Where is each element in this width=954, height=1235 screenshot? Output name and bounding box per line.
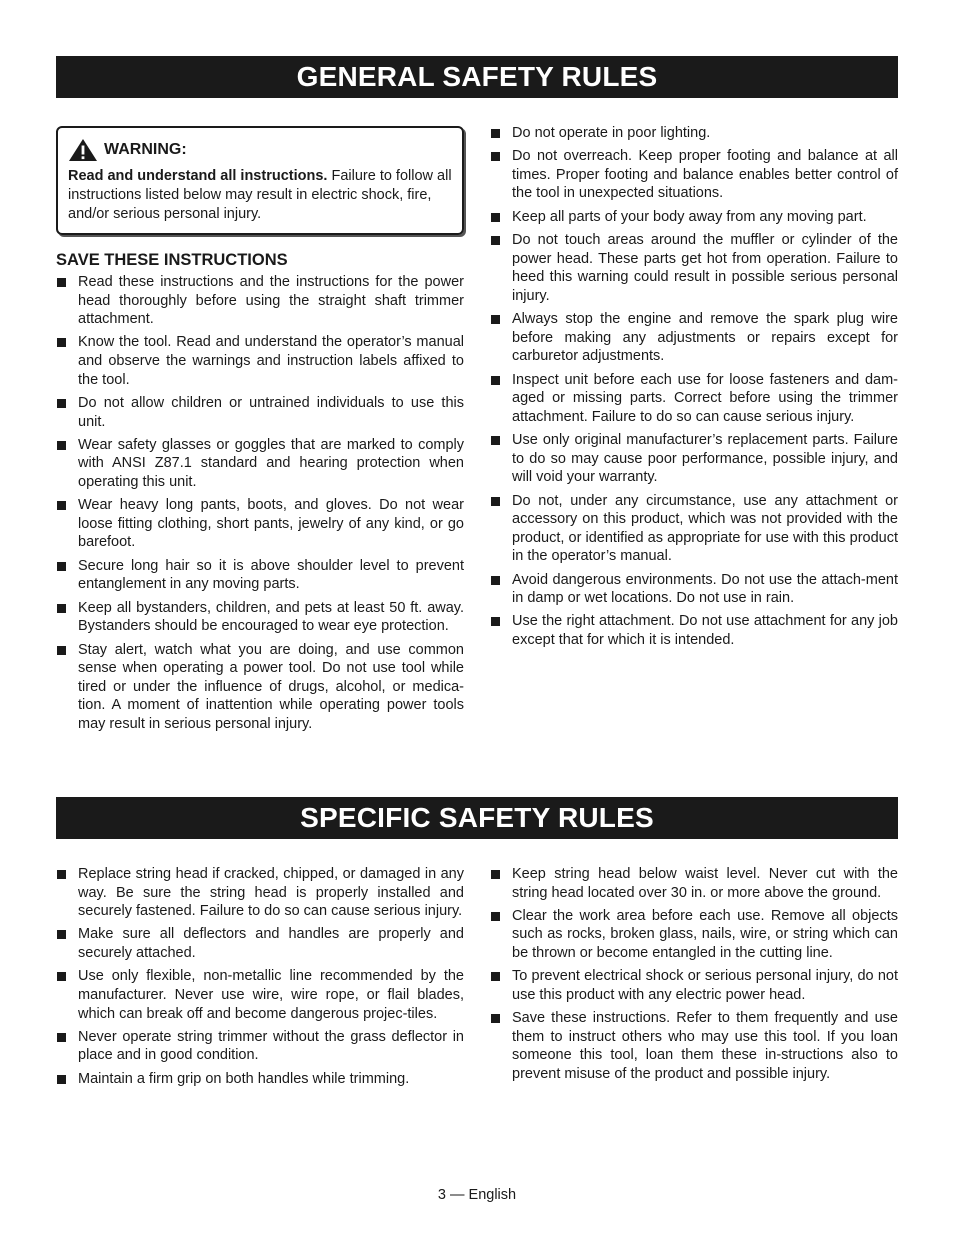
list-item: Avoid dangerous environments. Do not use the attach-ment in damp or wet locations. Do not use in rain. [490, 571, 898, 608]
list-item: Save these instructions. Refer to them frequently and use them to instruct others who may use this tool. If you loan someone this tool, loan them these in-structions also to prevent misuse of the product and possible injury. [490, 1009, 898, 1083]
specific-left-column [56, 865, 464, 1093]
list-item: Keep string head below waist level. Never cut with the string head located over 30 in. or more above the ground. [490, 865, 898, 902]
list-item: Do not, under any circumstance, use any attachment or accessory on this product, which was not provided with the product, or identified as appropriate for use with this product in the operator’s manual. [490, 492, 898, 566]
specific-safety-rules-banner: SPECIFIC SAFETY RULES [56, 797, 898, 839]
specific-right-list [490, 865, 898, 1084]
list-item: Wear safety glasses or goggles that are marked to comply with ANSI Z87.1 standard and hearing protection when operating this unit. [56, 436, 464, 492]
save-instructions-heading: SAVE THESE INSTRUCTIONS [56, 251, 288, 269]
list-item: Maintain a firm grip on both handles while trimming. [56, 1070, 464, 1089]
warning-text [68, 167, 452, 224]
list-item: Do not touch areas around the muffler or cylinder of the power head. These parts get hot from operation. Failure to heed this warning could result in possible serious personal injury. [490, 231, 898, 305]
list-item: Keep all bystanders, children, and pets at least 50 ft. away. Bystanders should be encouraged to wear eye protection. [56, 599, 464, 636]
list-item: Always stop the engine and remove the spark plug wire before making any adjustments or repairs except for carburetor adjustments. [490, 310, 898, 366]
list-item: Use only original manufacturer’s replacement parts. Failure to do so may cause poor performance, possible injury, and will void your warranty. [490, 431, 898, 487]
list-item: Clear the work area before each use. Remove all objects such as rocks, broken glass, nails, wire, or string which can be thrown or become entangled in the cutting line. [490, 907, 898, 963]
list-item: Do not overreach. Keep proper footing and balance at all times. Proper footing and balance enables better control of the tool in unexpected situations. [490, 147, 898, 203]
list-item: Inspect unit before each use for loose fasteners and dam-aged or missing parts. Correct before using the trimmer attachment. Failure to do so can cause serious injury. [490, 371, 898, 427]
list-item: Do not operate in poor lighting. [490, 124, 898, 143]
list-item: Do not allow children or untrained individuals to use this unit. [56, 394, 464, 431]
list-item: Never operate string trimmer without the grass deflector in place and in good condition. [56, 1028, 464, 1065]
warning-body: Failure to follow all instructions listed below may result in electric shock, fire, and/or serious personal injury. [68, 168, 452, 222]
warning-label: WARNING: [104, 141, 187, 158]
warning-box [56, 126, 464, 235]
list-item: Read these instructions and the instructions for the power head thoroughly before using the straight shaft trimmer attachment. [56, 273, 464, 329]
list-item: Secure long hair so it is above shoulder level to prevent entanglement in any moving parts. [56, 557, 464, 594]
list-item: Wear heavy long pants, boots, and gloves. Do not wear loose fitting clothing, short pants, jewelry of any kind, or go barefoot. [56, 496, 464, 552]
list-item: Stay alert, watch what you are doing, and use common sense when operating a power tool. Do not use tool while tired or under the influence of drugs, alcohol, or medica-tion. A moment of inattention while operating power tools may result in serious personal injury. [56, 641, 464, 734]
list-item: Use only flexible, non-metallic line recommended by the manufacturer. Never use wire, wire rope, or flail blades, which can break off and become dangerous projec-tiles. [56, 967, 464, 1023]
page-footer: 3 — English [437, 1187, 517, 1203]
list-item: Keep all parts of your body away from any moving part. [490, 208, 898, 227]
warning-triangle-icon [68, 138, 98, 162]
list-item: Use the right attachment. Do not use attachment for any job except that for which it is intended. [490, 612, 898, 649]
specific-left-list [56, 865, 464, 1088]
list-item: Replace string head if cracked, chipped, or damaged in any way. Be sure the string head is properly installed and securely fastened. Failure to do so can cause serious injury. [56, 865, 464, 921]
list-item: To prevent electrical shock or serious personal injury, do not use this product with any electric power head. [490, 967, 898, 1004]
general-right-column [490, 124, 898, 654]
general-right-list [490, 124, 898, 650]
warning-lead: Read and understand all instructions. [68, 168, 328, 184]
general-left-column [56, 126, 464, 738]
list-item: Make sure all deflectors and handles are properly and securely attached. [56, 925, 464, 962]
general-left-list [56, 273, 464, 733]
specific-right-column [490, 865, 898, 1088]
warning-header [68, 138, 452, 162]
general-safety-rules-banner: GENERAL SAFETY RULES [56, 56, 898, 98]
list-item: Know the tool. Read and understand the operator’s manual and observe the warnings and instruction labels affixed to the tool. [56, 333, 464, 389]
